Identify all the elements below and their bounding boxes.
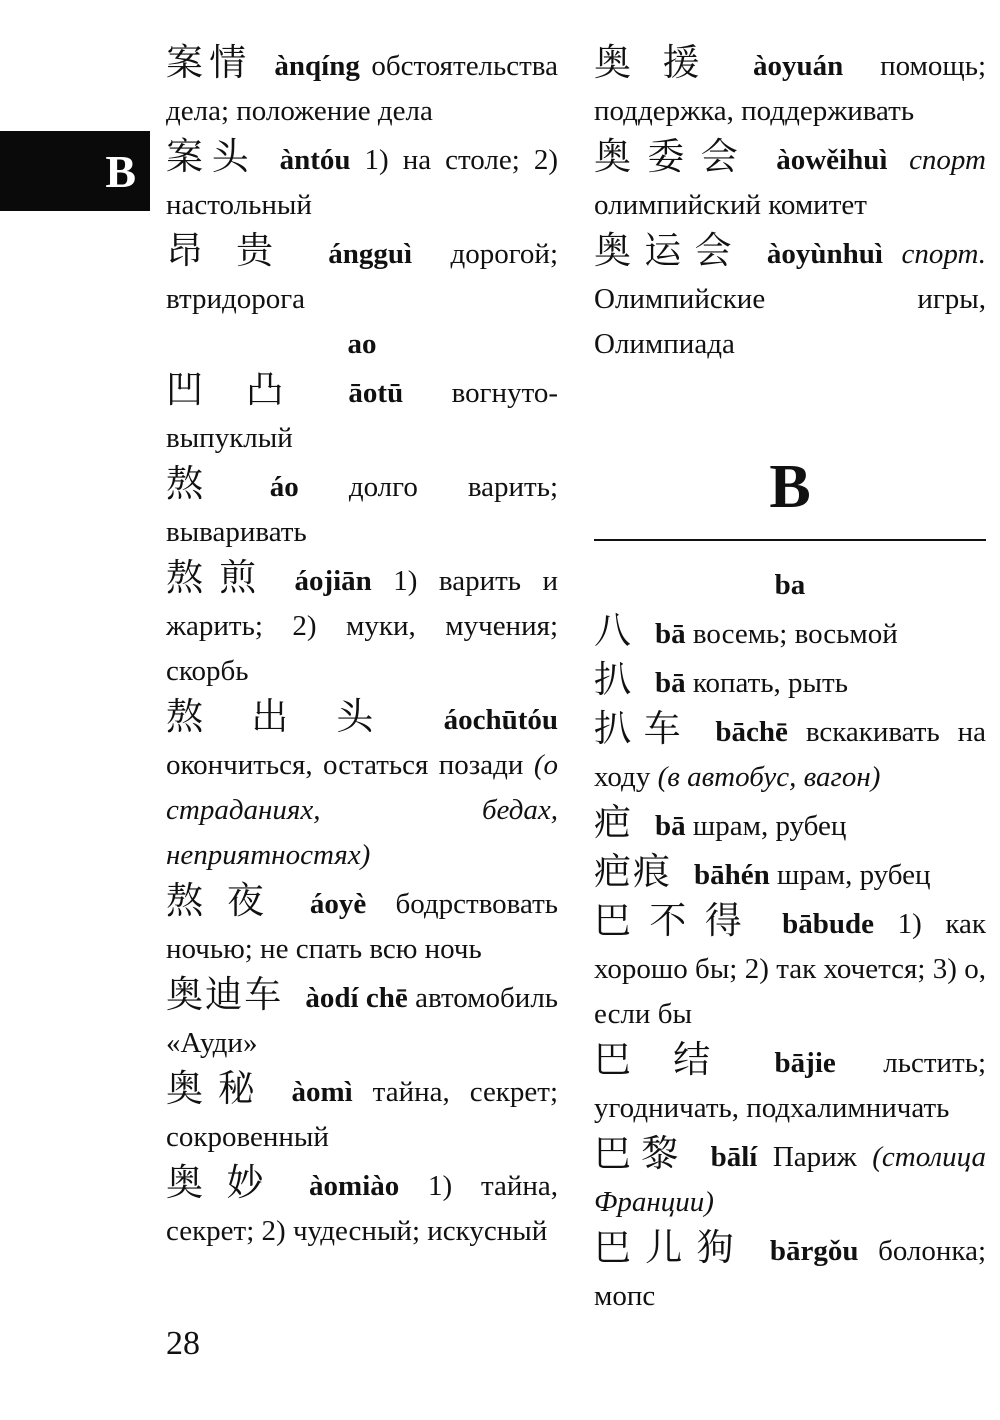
dictionary-entry — [166, 461, 558, 555]
dictionary-entry — [166, 1066, 558, 1160]
letter-section-header — [594, 447, 986, 541]
entry-pinyin: bā — [655, 618, 686, 650]
entry-pinyin: bālí — [710, 1141, 758, 1173]
syllable-heading: ao — [347, 328, 377, 360]
dictionary-entry — [166, 134, 558, 228]
entry-hanzi: 案头 — [166, 135, 258, 178]
entry-hanzi: 巴结 — [594, 1038, 753, 1081]
entry-definition: шрам, рубец — [692, 810, 847, 842]
entry-definition: автомобиль «Ауди» — [166, 982, 559, 1059]
dictionary-entry — [594, 1131, 986, 1225]
dictionary-entry — [166, 367, 558, 461]
entry-definition: Париж — [772, 1141, 857, 1173]
entry-pinyin: āotū — [348, 377, 404, 409]
section-thumb-tab: B — [0, 131, 150, 211]
dictionary-entry — [594, 608, 986, 657]
dictionary-entry — [166, 694, 558, 878]
dictionary-entry — [594, 134, 986, 228]
entry-definition: помощь; поддержка, поддерживать — [594, 50, 986, 127]
entry-pinyin: àomiào — [309, 1170, 400, 1202]
entry-pinyin: ànqíng — [274, 50, 360, 82]
entry-hanzi: 奥迪车 — [166, 973, 284, 1016]
entry-hanzi: 疤痕 — [594, 850, 672, 893]
entry-usage-note: (в автобус, вагон) — [657, 761, 881, 793]
entry-domain-label: спорт. — [901, 238, 986, 270]
dictionary-entry — [594, 1037, 986, 1131]
entry-pinyin: ángguì — [328, 238, 413, 270]
entry-definition: 1) тайна, секрет; 2) чудесный; искусный — [166, 1170, 558, 1247]
dictionary-entry — [594, 657, 986, 706]
entry-pinyin: bārgǒu — [769, 1235, 859, 1267]
entry-definition: тайна, секрет; сокровенный — [166, 1076, 559, 1153]
left-column — [166, 40, 558, 1254]
entry-usage-note: (столица Франции) — [594, 1141, 986, 1218]
dictionary-entry — [594, 40, 986, 134]
dictionary-entry — [594, 706, 986, 800]
entry-hanzi: 熬煎 — [166, 556, 273, 599]
entry-hanzi: 奥援 — [594, 41, 732, 84]
entry-hanzi: 扒 — [594, 658, 633, 701]
dictionary-entry — [594, 1225, 986, 1319]
section-divider — [594, 539, 986, 541]
entry-pinyin: áo — [269, 471, 299, 503]
entry-usage-note: (о страданиях, бедах, неприятностях) — [166, 749, 558, 871]
entry-pinyin: bābude — [782, 908, 874, 940]
page-number: 28 — [166, 1325, 200, 1362]
entry-hanzi: 案情 — [166, 41, 253, 84]
entry-definition: обстоятельства дела; положение дела — [166, 50, 558, 127]
entry-definition: болонка; мопс — [594, 1235, 987, 1312]
entry-definition: олимпийский комитет — [594, 189, 867, 221]
entry-pinyin: àodí chē — [305, 982, 408, 1014]
entry-hanzi: 熬 — [166, 462, 248, 505]
entry-pinyin: àowěihuì — [776, 144, 888, 176]
entry-hanzi: 巴儿狗 — [594, 1226, 748, 1269]
entry-hanzi: 奥妙 — [166, 1161, 288, 1204]
entry-pinyin: bājie — [774, 1047, 836, 1079]
entry-pinyin: áochūtóu — [443, 704, 558, 736]
entry-hanzi: 奥委会 — [594, 135, 755, 178]
letter-heading: B — [769, 453, 811, 521]
dictionary-entry — [166, 40, 558, 134]
entry-definition: 1) на столе; 2) настольный — [166, 144, 558, 221]
entry-hanzi: 熬出头 — [166, 695, 422, 738]
entry-hanzi: 昂贵 — [166, 229, 307, 272]
entry-pinyin: àoyùnhuì — [766, 238, 883, 270]
entry-hanzi: 熬夜 — [166, 879, 288, 922]
entry-hanzi: 扒车 — [594, 707, 694, 750]
dictionary-entry — [166, 972, 558, 1066]
entry-definition: окончиться, остаться позади — [166, 749, 524, 781]
entry-domain-label: спорт — [909, 144, 986, 176]
entry-pinyin: bāhén — [694, 859, 770, 891]
entry-definition: восемь; восьмой — [692, 618, 898, 650]
entry-hanzi: 八 — [594, 609, 633, 652]
entry-pinyin: àntóu — [279, 144, 351, 176]
dictionary-entry — [594, 898, 986, 1037]
entry-pinyin: bā — [655, 667, 686, 699]
entry-pinyin: áojiān — [294, 565, 372, 597]
entry-definition: 1) варить и жарить; 2) муки, мучения; скорбь — [166, 565, 559, 687]
entry-hanzi: 巴不得 — [594, 899, 761, 942]
entry-definition: копать, рыть — [692, 667, 848, 699]
entry-pinyin: bāchē — [715, 716, 788, 748]
entry-definition: вогнуто-выпуклый — [166, 377, 559, 454]
entry-hanzi: 奥运会 — [594, 229, 745, 272]
entry-hanzi: 疤 — [594, 801, 633, 844]
entry-pinyin: àoyuán — [753, 50, 844, 82]
dictionary-entry — [594, 228, 986, 367]
entry-definition: Олимпийские игры, Олимпиада — [594, 283, 986, 360]
entry-hanzi: 凹凸 — [166, 368, 327, 411]
entry-pinyin: bā — [655, 810, 686, 842]
entry-hanzi: 奥秘 — [166, 1067, 270, 1110]
entry-hanzi: 巴黎 — [594, 1132, 689, 1175]
entry-definition: 1) как хорошо бы; 2) так хочется; 3) о, если бы — [594, 908, 987, 1030]
dictionary-entry — [594, 849, 986, 898]
entry-definition: долго варить; вываривать — [166, 471, 559, 548]
entry-definition: дорогой; втридорога — [166, 238, 559, 315]
entry-definition: вскакивать на ходу — [594, 716, 986, 793]
dictionary-entry — [166, 878, 558, 972]
entry-definition: шрам, рубец — [777, 859, 931, 891]
right-column — [594, 40, 986, 1319]
entry-pinyin: áoyè — [309, 888, 367, 920]
dictionary-entry — [166, 1160, 558, 1254]
syllable-heading: ba — [774, 569, 806, 601]
entry-pinyin: àomì — [291, 1076, 353, 1108]
dictionary-entry — [594, 800, 986, 849]
entry-definition: бодрствовать ночью; не спать всю ночь — [166, 888, 559, 965]
dictionary-entry — [166, 555, 558, 694]
entry-definition: льстить; угодничать, подхалимничать — [594, 1047, 987, 1124]
dictionary-entry — [166, 228, 558, 322]
